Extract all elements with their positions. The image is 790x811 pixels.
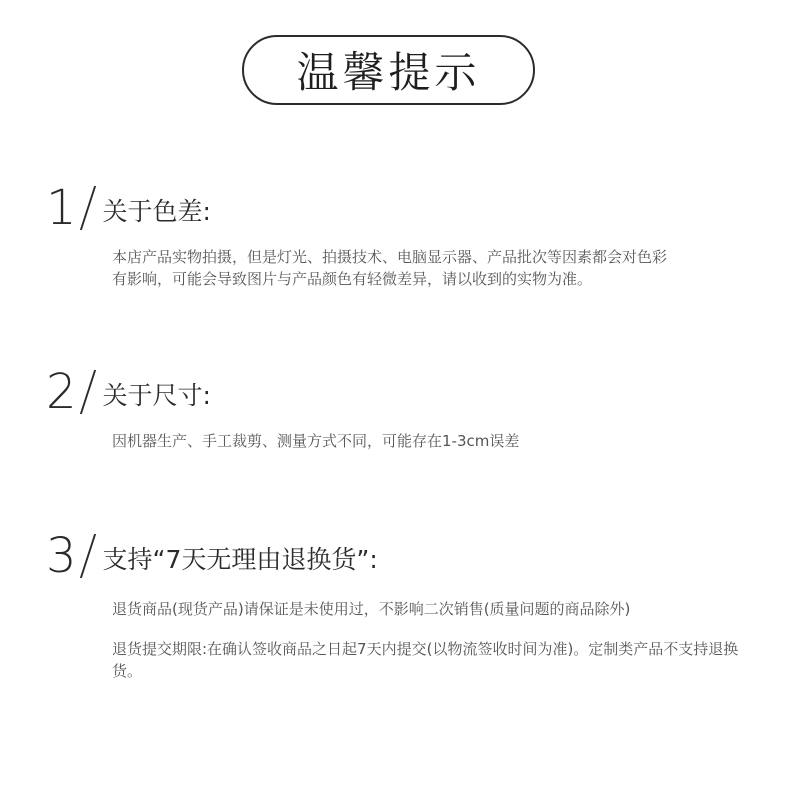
section-header bbox=[46, 524, 766, 584]
section-color-difference bbox=[46, 176, 766, 290]
section-paragraph: 因机器生产、手工裁剪、测量方式不同，可能存在1-3cm误差 bbox=[112, 432, 520, 450]
slash-divider bbox=[79, 186, 95, 230]
section-heading: 关于色差: bbox=[102, 197, 211, 226]
section-number: 1 bbox=[46, 180, 77, 236]
title-badge bbox=[242, 35, 535, 105]
slash-divider bbox=[79, 370, 95, 414]
slash-divider bbox=[79, 534, 95, 578]
section-header bbox=[46, 360, 766, 420]
section-returns bbox=[46, 524, 766, 682]
section-number: 2 bbox=[46, 364, 77, 420]
section-heading: 支持“7天无理由退换货”: bbox=[102, 545, 378, 574]
page-title: 温馨提示 bbox=[296, 48, 481, 97]
section-header bbox=[46, 176, 766, 236]
section-paragraph: 本店产品实物拍摄，但是灯光、拍摄技术、电脑显示器、产品批次等因素都会对色彩有影响，可能会导致图片与产品颜色有轻微差异，请以收到的实物为准。 bbox=[112, 248, 668, 288]
section-number: 3 bbox=[46, 528, 77, 584]
section-paragraph: 退货商品(现货产品)请保证是未使用过，不影响二次销售(质量问题的商品除外) bbox=[112, 600, 631, 618]
section-paragraph: 退货提交期限:在确认签收商品之日起7天内提交(以物流签收时间为准)。定制类产品不支持退换货。 bbox=[112, 640, 739, 680]
section-heading: 关于尺寸: bbox=[102, 381, 211, 410]
section-size bbox=[46, 360, 766, 452]
